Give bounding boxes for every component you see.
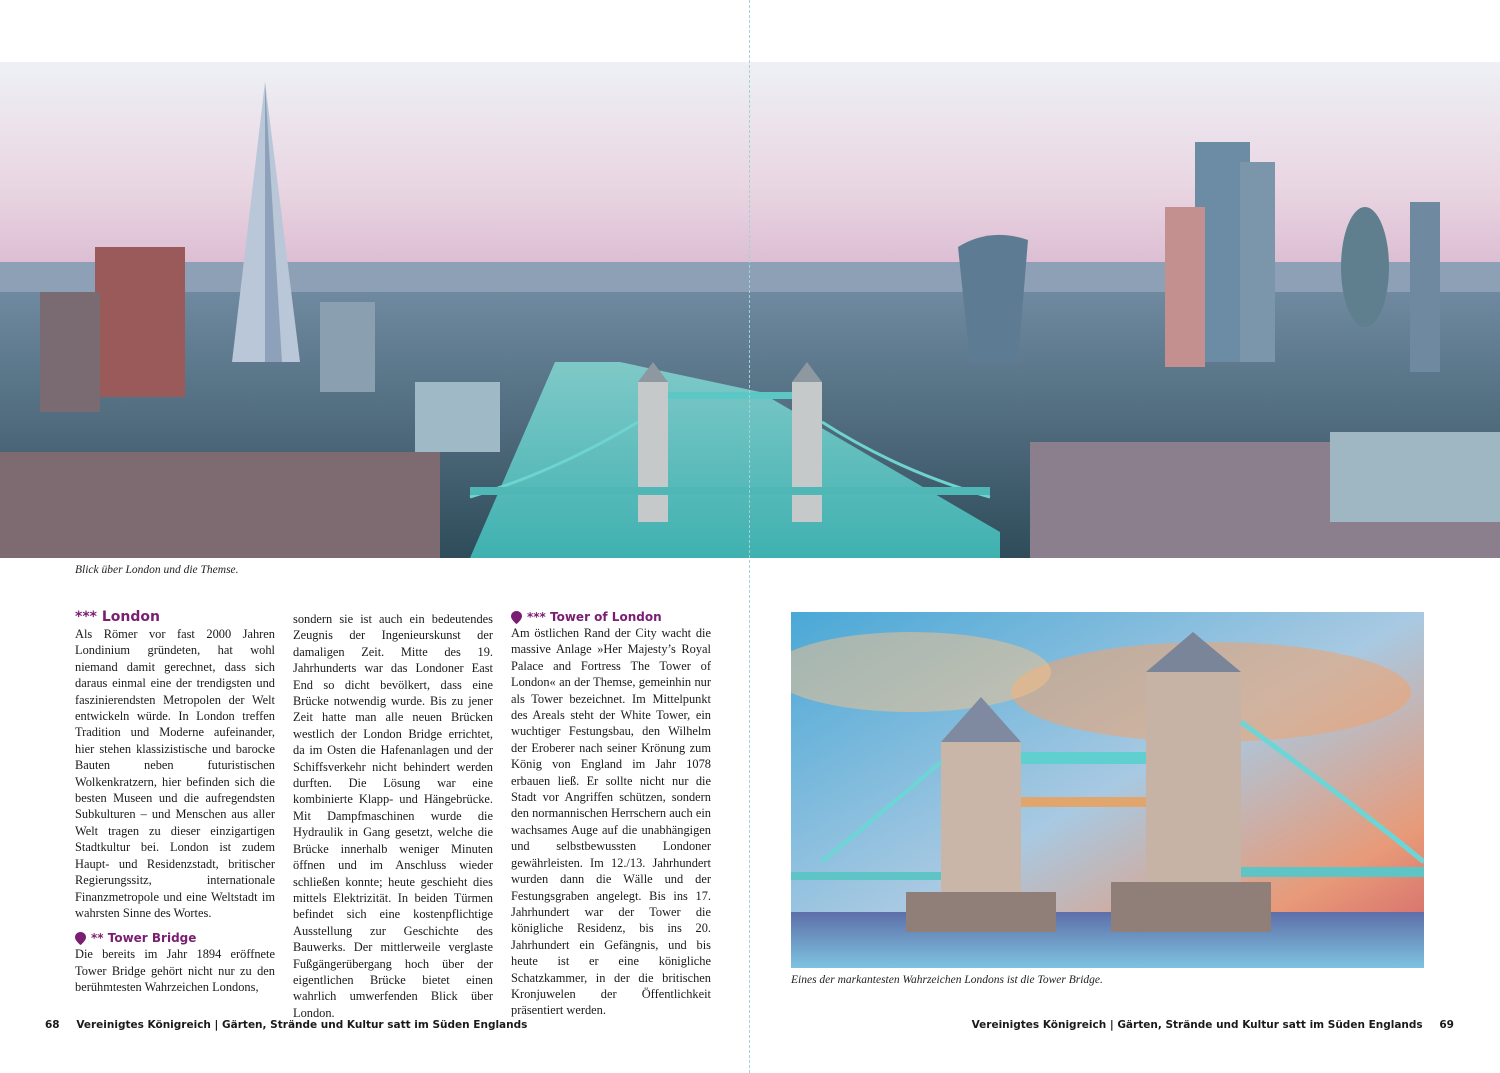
running-title-left: Vereinigtes Königreich | Gärten, Strände und Kultur satt im Süden Englands: [76, 1019, 528, 1031]
text-column-3: [511, 608, 711, 1019]
tower-bridge-illustration: [791, 612, 1424, 968]
heading-london: *** London: [75, 609, 160, 625]
heading-tower-bridge: [75, 930, 275, 946]
panorama-illustration: [0, 62, 1500, 558]
text-column-2: [293, 611, 493, 1021]
heading-tower-of-london-label: *** Tower of London: [527, 610, 662, 624]
page-number-left: 68: [45, 1019, 60, 1031]
panorama-caption: Blick über London und die Themse.: [75, 564, 239, 576]
text-column-1: [75, 608, 275, 996]
tower-bridge-body-text-b: sondern sie ist auch ein bedeutendes Zeugnis der Ingenieurskunst der damaligen Zeit. Mitte des 19. Jahrhunderts war das Londoner East End so dicht bevölkert, dass eine Brücke notwendig wurde. Bis zu jener Zeit hatte man alle neuen Brücken westlich der London Bridge errichtet, da im Osten die Hafenanlagen und der Schiffsverkehr nicht behindert werden durften. Die Lösung war eine kombinierte Klapp- und Hängebrücke. Mit Dampfmaschinen wurde die Hydraulik in Gang gesetzt, welche die Brücke innerhalb weniger Minuten öffnen und im Anschluss wieder schließen konnte; heute geschieht dies mittels Elektrizität. In beiden Türmen befindet sich eine kostenpflichtige Ausstellung zur Geschichte des Bauwerks. Der mittlerweile verglaste Fußgängerübergang hoch über der eigentlichen Brücke bietet einen wahrlich umwerfenden Blick über London.: [293, 612, 493, 1020]
map-pin-icon: [511, 611, 522, 624]
page-gutter: [749, 0, 750, 1073]
tower-of-london-body-text: Am östlichen Rand der City wacht die massive Anlage »Her Majesty’s Royal Palace and Fortress The Tower of London« an der Themse, gemeinhin nur als Tower bezeichnet. Im Mittelpunkt des Areals steht der White Tower, ein wuchtiger Festungsbau, den Wilhelm der Eroberer nach seiner Krönung zum König von England im Jahr 1078 erbauen ließ. Er sollte nicht nur die Stadt vor Angriffen schützen, sondern den normannischen Herrschern auch ein wachsames Auge auf die unabhängigen und selbstbewussten Londoner gewährleisten. Im 12./13. Jahrhundert wurden dann die Wälle und der Festungsgraben angelegt. Bis ins 17. Jahrhundert war der Tower die königliche Residenz, bis ins 20. Jahrhundert ein Gefängnis, und bis heute ist er eine königliche Schatzkammer, in der die britischen Kronjuwelen der Öffentlichkeit präsentiert werden.: [511, 626, 711, 1018]
london-body-text: Als Römer vor fast 2000 Jahren Londinium gründeten, hat wohl niemand damit gerechnet, dass sich daraus einmal eine der trendigsten und faszinierendsten Metropolen der Welt entwickeln würde. In London treffen Tradition und Moderne aufeinander, hier stehen klassizistische und barocke Bauten neben futuristischen Wolkenkratzern, hier befinden sich die besten Museen und die aufregendsten Subkulturen – und Menschen aus aller Welt tragen zu dieser einzigartigen Stadtkultur bei. London ist zudem Haupt- und Residenzstadt, britischer Regierungssitz, internationale Finanzmetropole und eine Weltstadt im wahrsten Sinne des Wortes.: [75, 627, 275, 920]
heading-tower-bridge-label: ** Tower Bridge: [91, 931, 197, 946]
tower-bridge-caption: Eines der markantesten Wahrzeichen Londons ist die Tower Bridge.: [791, 974, 1103, 986]
page-number-right: 69: [1439, 1019, 1454, 1031]
tower-bridge-photo: [791, 612, 1424, 968]
running-title-right: Vereinigtes Königreich | Gärten, Strände und Kultur satt im Süden Englands: [971, 1019, 1423, 1031]
london-panorama-photo: [0, 62, 1500, 558]
tower-bridge-body-text-a: Die bereits im Jahr 1894 eröffnete Tower Bridge gehört nicht nur zu den berühmtesten Wahrzeichen Londons,: [75, 947, 275, 995]
map-pin-icon: [75, 932, 86, 945]
heading-tower-of-london: [511, 609, 711, 625]
footer-left: [45, 1019, 527, 1031]
footer-right: [972, 1019, 1454, 1031]
